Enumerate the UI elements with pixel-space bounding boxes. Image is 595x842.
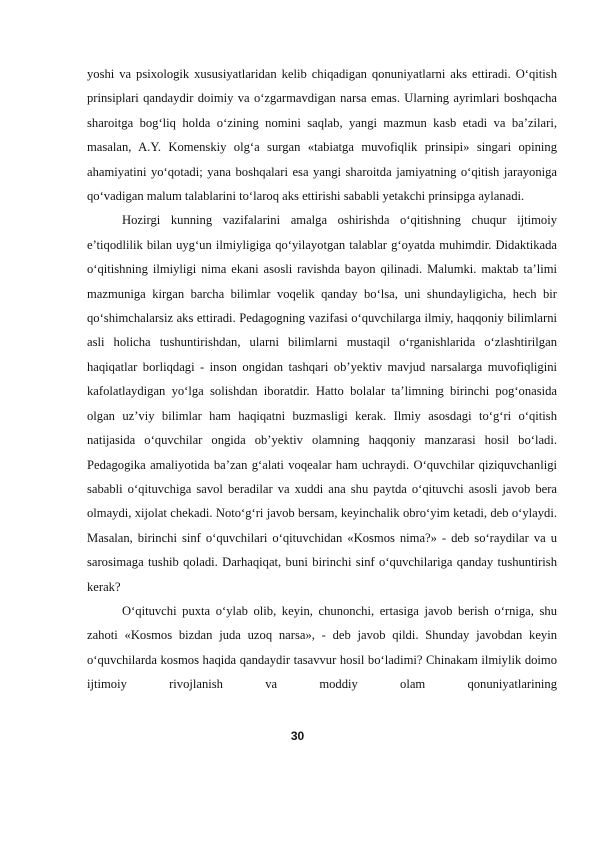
page-number: 30	[290, 729, 305, 743]
page-body	[87, 62, 557, 697]
paragraph-3: O‘qituvchi puxta o‘ylab olib, keyin, chunonchi, ertasiga javob berish o‘rniga, shu zahoti «Kosmos bizdan juda uzoq narsa», - deb javob qildi. Shunday javobdan keyin o‘quvchilarda kosmos haqida qandaydir tasavvur hosil bo‘ladimi? Chinakam ilmiylik doimo ijtimoiy rivojlanish va moddiy olam qonuniyatlarining	[87, 603, 557, 692]
paragraph-2: Hozirgi kunning vazifalarini amalga oshirishda o‘qitishning chuqur ijtimoiy e’tiqodlilik bilan uyg‘un ilmiyligiga qo‘yilayotgan talablar g‘oyatda muhimdir. Didaktikada o‘qitishning ilmiyligi nima ekani asosli ravishda bayon qilinadi. Malumki. maktab ta’limi mazmuniga kirgan barcha bilimlar voqelik qanday bo‘lsa, uni shundayligicha, hech bir qo‘shimchalarsiz aks ettiradi. Pedagogning vazifasi o‘quvchilarga ilmiy, haqqoniy bilimlarni asli holicha tushuntirishdan, ularni bilimlarni mustaqil o‘rganishlarida o‘zlashtirilgan haqiqatlar borliqdagi - inson ongidan tashqari ob’yektiv mavjud narsalarga muvofiqligini kafolatlaydigan yo‘lga solishdan iboratdir. Hatto bolalar ta’limning birinchi pog‘onasida olgan uz’viy bilimlar ham haqiqatni buzmasligi kerak. Ilmiy asosdagi to‘g‘ri o‘qitish natijasida o‘quvchilar ongida ob’yektiv olamning haqqoniy manzarasi hosil bo‘ladi. Pedagogika amaliyotida ba’zan g‘alati voqealar ham uchraydi. O‘quvchilar qiziquvchanligi sababli o‘qituvchiga savol beradilar va xuddi ana shu paytda o‘qituvchi asosli javob bera olmaydi, xijolat chekadi. Noto‘g‘ri javob bersam, keyinchalik obro‘yim ketadi, deb o‘ylaydi. Masalan, birinchi sinf o‘quvchilari o‘qituvchidan «Kosmos nima?» - deb so‘raydilar va u sarosimaga tushib qoladi. Darhaqiqat, buni birinchi sinf o‘quvchilariga qanday tushuntirish kerak?	[87, 213, 557, 594]
paragraph-1: yoshi va psixologik xususiyatlaridan kelib chiqadigan qonuniyatlarni aks ettiradi. O‘qitish prinsiplari qandaydir doimiy va o‘zgarmavdigan narsa emas. Ularning ayrimlari boshqacha sharoitga bog‘liq holda o‘zining nomini saqlab, yangi mazmun kasb etadi va ba’zilari, masalan, A.Y. Komenskiy olg‘a surgan «tabiatga muvofiqlik prinsipi» singari opining ahamiyatini yo‘qotadi; yana boshqalari esa yangi sharoitda jamiyatning o‘qitish jarayoniga qo‘vadigan malum talablarini to‘laroq aks ettirishi sababli yetakchi prinsipga aylanadi.	[87, 67, 557, 204]
